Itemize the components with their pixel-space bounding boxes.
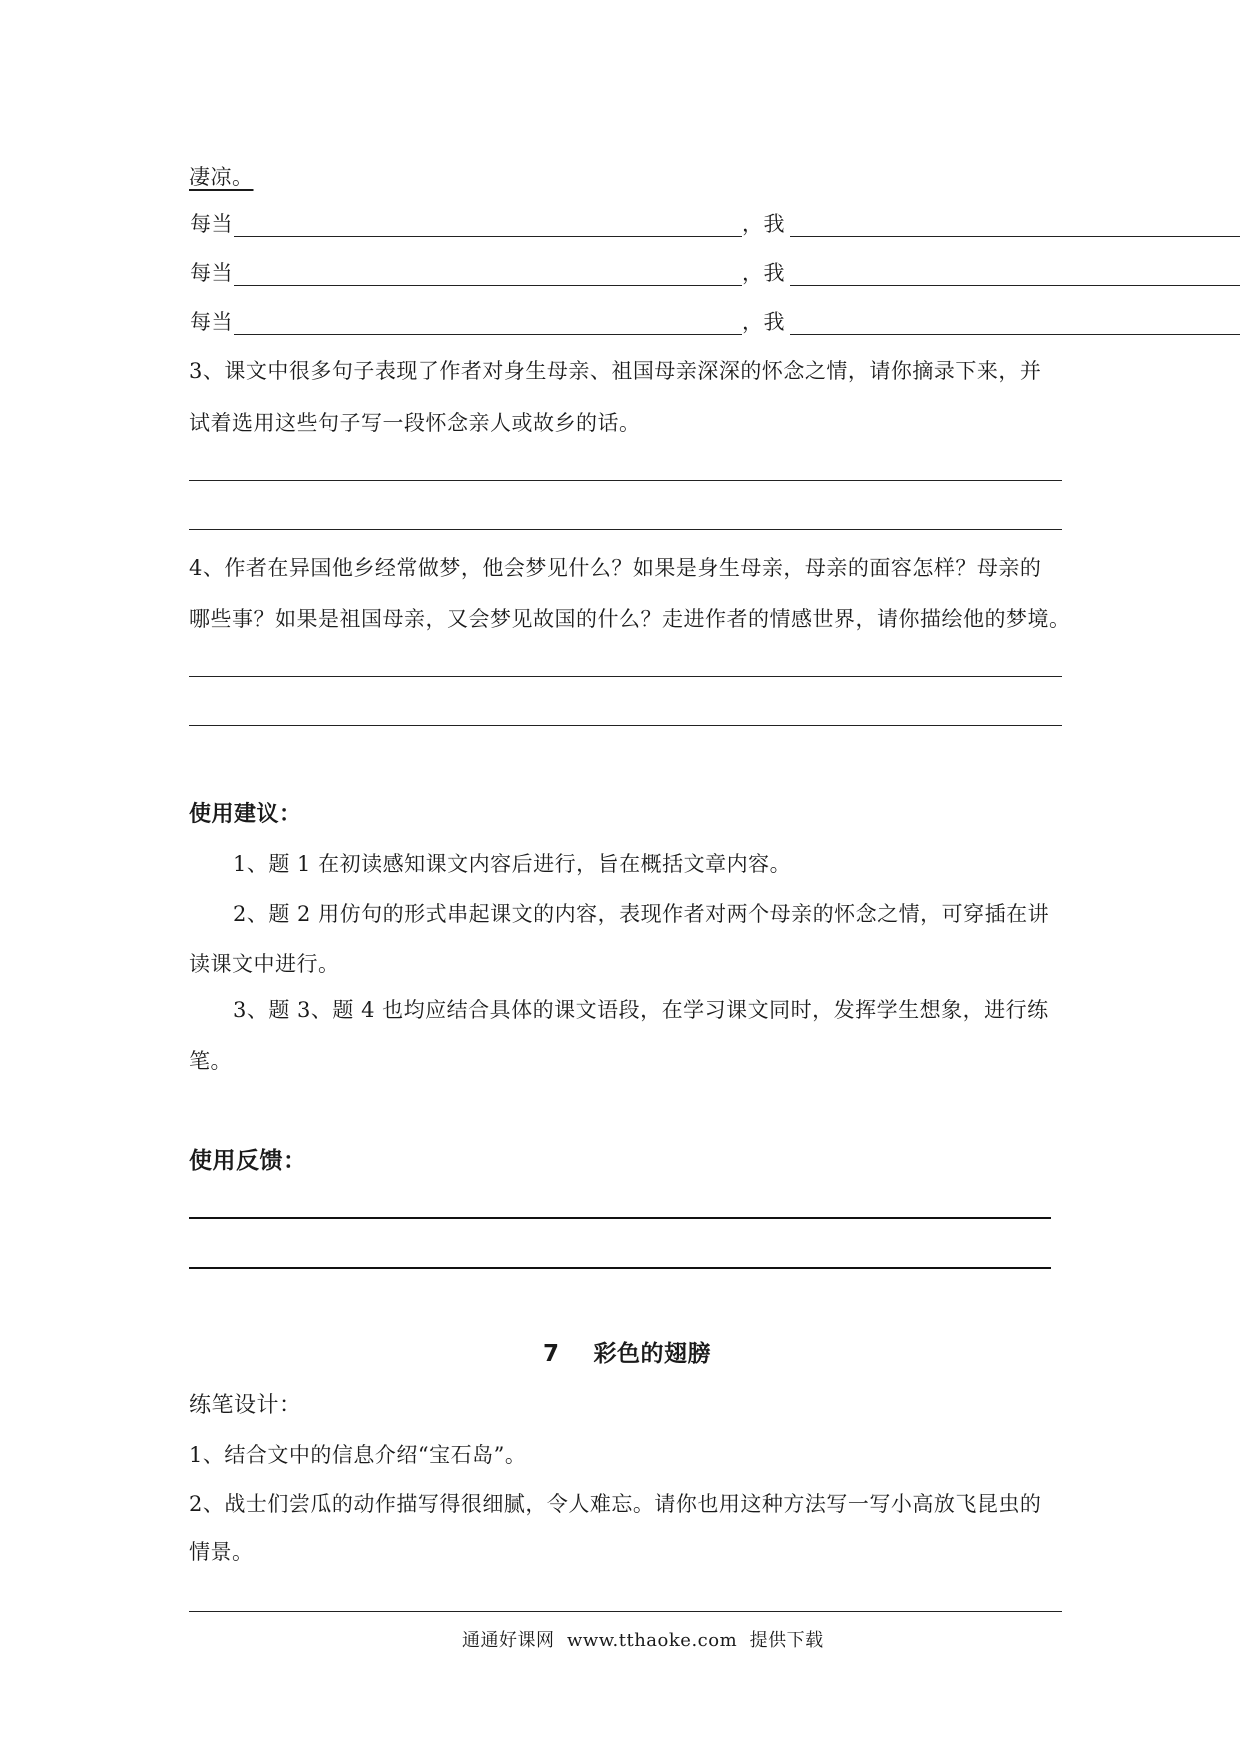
- footer-rule: [189, 1611, 1062, 1612]
- question-3-line-1: 3、课文中很多句子表现了作者对身生母亲、祖国母亲深深的怀念之情，请你摘录下来，并: [189, 359, 1042, 383]
- fill-row-prefix: 每当: [190, 212, 233, 236]
- fill-blank-1b[interactable]: [790, 236, 1240, 237]
- fill-row-prefix: 每当: [190, 261, 233, 285]
- answer-line[interactable]: [189, 676, 1062, 677]
- feedback-line[interactable]: [189, 1267, 1051, 1269]
- lesson7-question-2-line-1: 2、战士们尝瓜的动作描写得很细腻，令人难忘。请你也用这种方法写一写小高放飞昆虫的: [189, 1492, 1042, 1516]
- suggestion-item-2-line-1: 2、题 2 用仿句的形式串起课文的内容，表现作者对两个母亲的怀念之情，可穿插在讲: [233, 902, 1050, 926]
- suggestions-heading: 使用建议：: [189, 802, 302, 827]
- practice-design-heading: 练笔设计：: [189, 1393, 302, 1418]
- fill-blank-3b[interactable]: [790, 334, 1240, 335]
- answer-line[interactable]: [189, 480, 1062, 481]
- lesson7-question-2-line-2: 情景。: [189, 1540, 254, 1564]
- suggestion-item-3-line-2: 笔。: [189, 1049, 232, 1073]
- fill-blank-2a[interactable]: [234, 285, 742, 286]
- fill-blank-2b[interactable]: [790, 285, 1240, 286]
- answer-line[interactable]: [189, 725, 1062, 726]
- fill-row-prefix: 每当: [190, 310, 233, 334]
- suggestion-item-2-line-2: 读课文中进行。: [189, 952, 340, 976]
- lesson-title: 7 彩色的翅膀: [543, 1341, 712, 1367]
- feedback-heading: 使用反馈：: [189, 1148, 307, 1174]
- answer-line[interactable]: [189, 529, 1062, 530]
- continued-text: 凄凉。: [189, 165, 254, 189]
- question-3-line-2: 试着选用这些句子写一段怀念亲人或故乡的话。: [189, 411, 641, 435]
- fill-row-mid: ，我: [742, 261, 785, 285]
- fill-row-1[interactable]: [190, 210, 1062, 240]
- fill-row-2[interactable]: [190, 259, 1062, 289]
- fill-blank-3a[interactable]: [234, 334, 742, 335]
- question-4-line-1: 4、作者在异国他乡经常做梦，他会梦见什么？如果是身生母亲，母亲的面容怎样？母亲的: [189, 556, 1042, 580]
- fill-row-mid: ，我: [742, 310, 785, 334]
- question-4-line-2: 哪些事？如果是祖国母亲，又会梦见故国的什么？走进作者的情感世界，请你描绘他的梦境。: [189, 607, 1071, 631]
- fill-blank-1a[interactable]: [234, 236, 742, 237]
- footer-text: 通通好课网 www.tthaoke.com 提供下载: [462, 1630, 824, 1651]
- lesson7-question-1: 1、结合文中的信息介绍“宝石岛”。: [189, 1443, 527, 1467]
- fill-row-mid: ，我: [742, 212, 785, 236]
- fill-row-3[interactable]: [190, 308, 1062, 338]
- suggestion-item-3-line-1: 3、题 3、题 4 也均应结合具体的课文语段，在学习课文同时，发挥学生想象，进行练: [233, 998, 1049, 1022]
- feedback-line[interactable]: [189, 1217, 1051, 1219]
- suggestion-item-1: 1、题 1 在初读感知课文内容后进行，旨在概括文章内容。: [233, 852, 792, 876]
